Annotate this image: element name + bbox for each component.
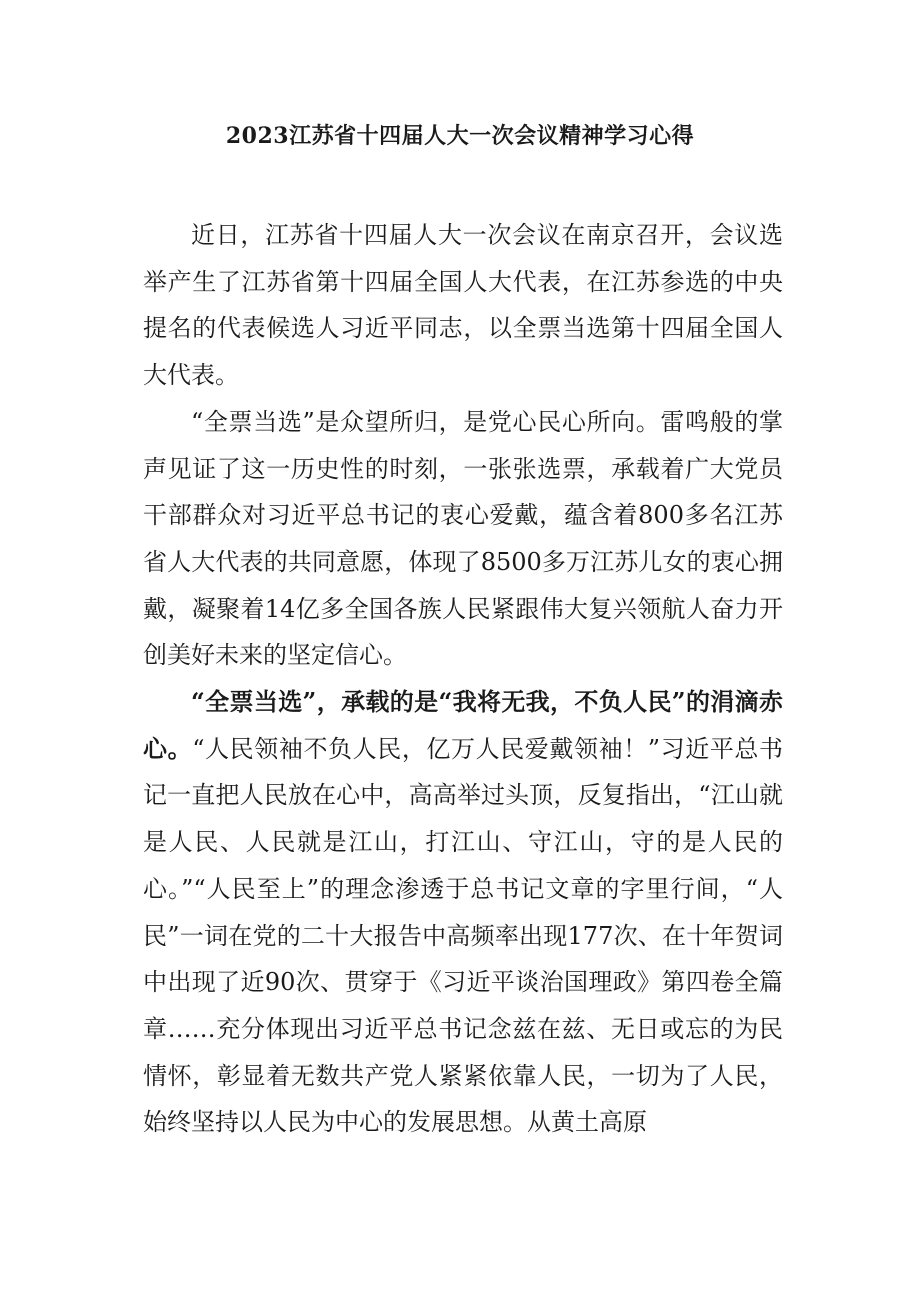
document-body — [143, 212, 783, 1146]
paragraph-2-text: “全票当选”是众望所归，是党心民心所向。雷鸣般的掌声见证了这一历史性的时刻，一张张选票，承载着广大党员干部群众对习近平总书记的衷心爱戴，蕴含着800多名江苏省人大代表的共同意愿，体现了8500多万江苏儿女的衷心拥戴，凝聚着14亿多全国各族人民紧跟伟大复兴领航人奋力开创美好未来的坚定信心。 — [143, 407, 783, 670]
paragraph-3 — [143, 679, 783, 1146]
paragraph-1-text: 近日，江苏省十四届人大一次会议在南京召开，会议选举产生了江苏省第十四届全国人大代表，在江苏参选的中央提名的代表候选人习近平同志，以全票当选第十四届全国人大代表。 — [143, 221, 783, 390]
paragraph-1 — [143, 212, 783, 399]
paragraph-2 — [143, 399, 783, 679]
paragraph-3-text: “人民领袖不负人民，亿万人民爱戴领袖！”习近平总书记一直把人民放在心中，高高举过头顶，反复指出，“江山就是人民、人民就是江山，打江山、守江山，守的是人民的心。”“人民至上”的理念渗透于总书记文章的字里行间，“人民”一词在党的二十大报告中高频率出现177次、在十年贺词中出现了近90次、贯穿于《习近平谈治国理政》第四卷全篇章……充分体现出习近平总书记念兹在兹、无日或忘的为民情怀，彰显着无数共产党人紧紧依靠人民，一切为了人民，始终坚持以人民为中心的发展思想。从黄土高原 — [143, 734, 784, 1137]
document-title: 2023江苏省十四届人大一次会议精神学习心得 — [225, 123, 695, 149]
paragraph-3-lead: “全票当选”，承载的是“我将无我，不负人民”的涓滴赤心。 — [143, 687, 783, 763]
